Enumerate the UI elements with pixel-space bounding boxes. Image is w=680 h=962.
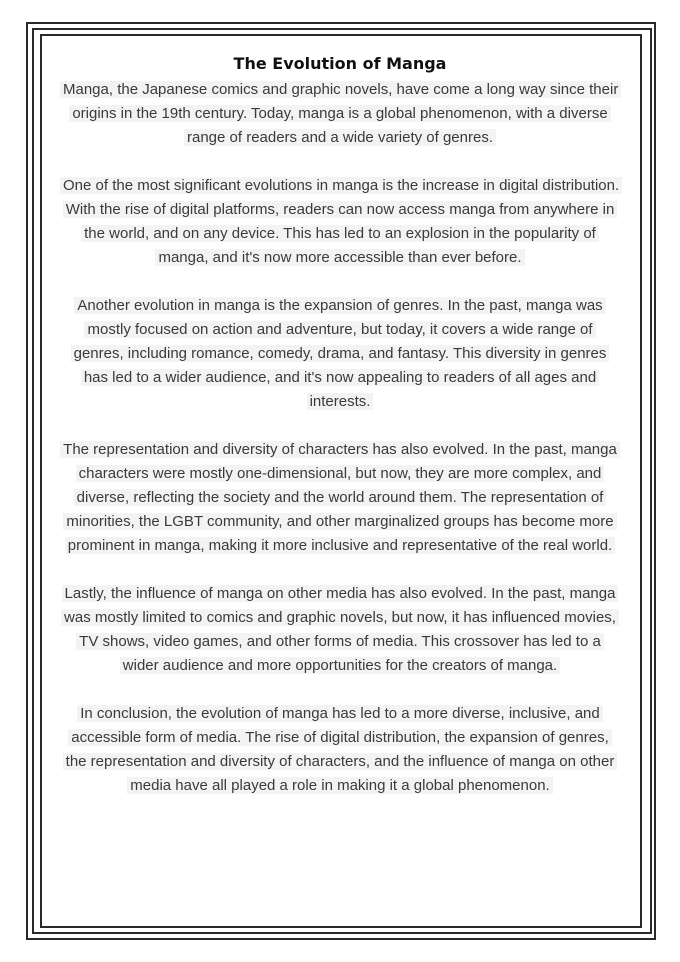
paragraph-text: Another evolution in manga is the expansion of genres. In the past, manga was mostly focused on action and adventure, but today, it covers a wide range of genres, including romance, comedy, drama, and fantasy. This diversity in genres has led to a wider audience, and it's now appealing to readers of all ages and interests. (71, 297, 610, 410)
document-title: The Evolution of Manga (233, 54, 447, 73)
paragraph-text: In conclusion, the evolution of manga has led to a more diverse, inclusive, and accessible form of media. The rise of digital distribution, the expansion of genres, the representation and diversity of characters, and the influence of manga on other media have all played a role in making it a global phenomenon. (63, 705, 618, 794)
paragraph-characters (60, 438, 620, 558)
paragraph-media-influence (60, 582, 620, 678)
paragraph-text: The representation and diversity of characters has also evolved. In the past, manga characters were mostly one-dimensional, but now, they are more complex, and diverse, reflecting the society and the world around them. The representation of minorities, the LGBT community, and other marginalized groups has become more prominent in manga, making it more inclusive and representative of the real world. (60, 441, 620, 554)
paragraph-genres (60, 294, 620, 414)
paragraph-conclusion (60, 702, 620, 798)
paragraph-intro (60, 78, 620, 150)
paragraph-text: One of the most significant evolutions in manga is the increase in digital distribution. With the rise of digital platforms, readers can now access manga from anywhere in the world, and on any device. This has led to an explosion in the popularity of manga, and it's now more accessible than ever before. (60, 177, 622, 266)
paragraph-text: Manga, the Japanese comics and graphic novels, have come a long way since their origins in the 19th century. Today, manga is a global phenomenon, with a diverse range of readers and a wide variety of genres. (60, 81, 621, 146)
paragraph-text: Lastly, the influence of manga on other media has also evolved. In the past, manga was mostly limited to comics and graphic novels, but now, it has influenced movies, TV shows, video games, and other forms of media. This crossover has led to a wider audience and more opportunities for the creators of manga. (61, 585, 619, 674)
document-body (60, 52, 620, 822)
paragraph-digital-distribution (60, 174, 620, 270)
